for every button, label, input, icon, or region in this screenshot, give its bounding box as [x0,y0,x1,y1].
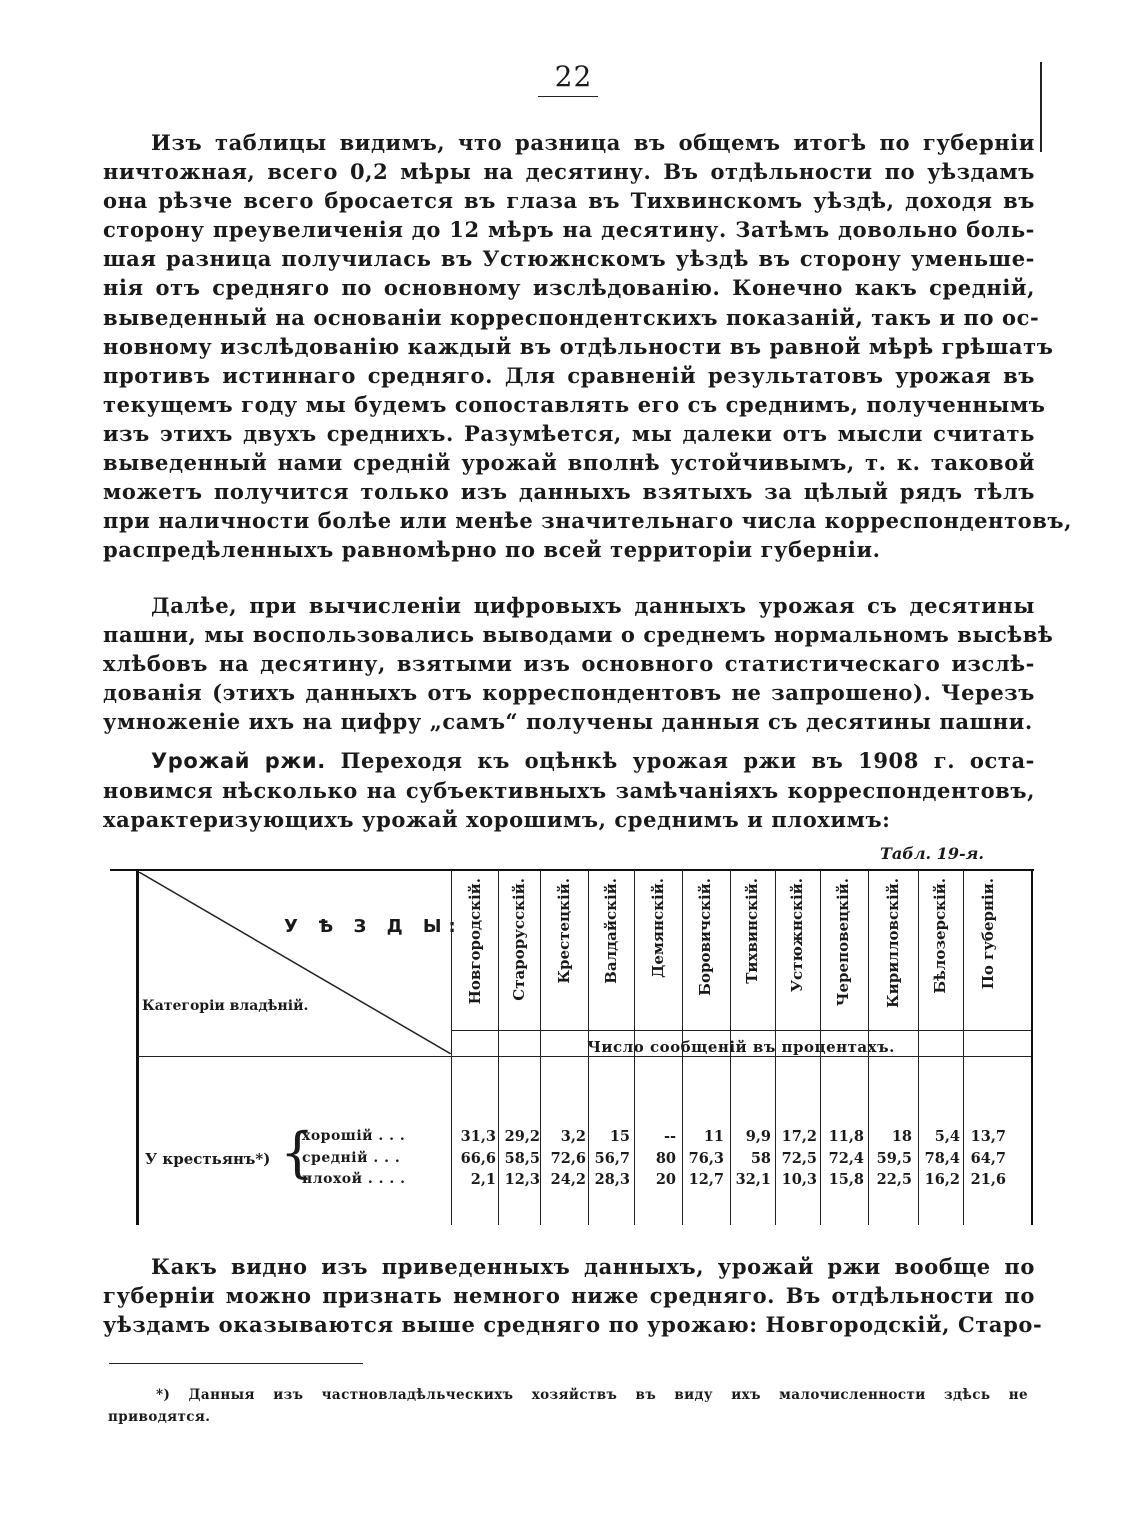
table-cell: 15,8 [828,1171,864,1188]
table-cell: 22,5 [876,1171,912,1188]
table-cell: 66,6 [460,1150,496,1167]
text-line: шая разница получилась въ Устюжнскомъ уѣздѣ въ сторону уменьше- [103,246,1035,272]
paragraph-3 [103,746,1035,834]
table-cell: 29,2 [504,1128,540,1145]
text-line: хлѣбовъ на десятину, взятыми изъ основного статистическаго изслѣ- [103,651,1035,677]
table-header-rule [451,1030,1031,1031]
column-header: Тихвинскій. [743,878,761,984]
table-cell: 64,7 [970,1150,1006,1167]
column-header: Крестецкій. [555,878,573,984]
row-label: плохой . . . . [302,1171,406,1187]
text-line: сторону преувеличенія до 12 мѣръ на десятину. Затѣмъ довольно боль- [103,217,1035,243]
column-header: Новгородскій. [466,878,484,1005]
table-cell: 11 [703,1128,724,1145]
row-group-label: У крестьянъ*) [145,1150,271,1168]
text-line: новному изслѣдованію каждый въ отдѣльности въ равной мѣрѣ грѣшатъ [103,333,1054,359]
table-cell: 58,5 [504,1150,540,1167]
table-header-uezdy: У Ѣ З Д Ы: [284,916,463,937]
table-cell: 5,4 [934,1128,960,1145]
table-cell: 13,7 [970,1128,1006,1145]
table-cell: 78,4 [924,1150,960,1167]
table-cell: 32,1 [735,1171,771,1188]
footnote-line: *) Данныя изъ частновладѣльческихъ хозяйствъ въ виду ихъ малочисленности здѣсь не [156,1387,1028,1403]
table-cell: 28,3 [594,1171,630,1188]
table-caption-rule [137,1056,1031,1057]
text-line: характеризующихъ урожай хорошимъ, среднимъ и плохимъ: [103,807,891,833]
text-line: дованія (этихъ данныхъ отъ корреспондентовъ не запрошено). Черезъ [103,680,1035,706]
text-line: выведенный на основаніи корреспондентскихъ показаній, такъ и по ос- [103,304,1040,330]
table-cell: 18 [891,1128,912,1145]
text-line: нія отъ средняго по основному изслѣдованію. Конечно какъ средній, [103,275,1035,301]
column-header: Череповецкій. [834,878,852,1007]
text-line: уѣздамъ оказываются выше средняго по урожаю: Новгородскій, Старо- [103,1312,1043,1338]
table-cell: 10,3 [781,1171,817,1188]
table-label: Табл. 19-я. [880,844,984,863]
page-number: 22 [554,60,593,93]
column-header: Валдайскій. [602,878,620,984]
table-cell: 3,2 [560,1128,586,1145]
row-label: хорошій . . . [302,1128,406,1144]
row-brace: { [280,1121,315,1184]
table-cell: 72,5 [781,1150,817,1167]
column-header: Старорусскій. [510,878,528,1001]
text-line: Какъ видно изъ приведенныхъ данныхъ, урожай ржи вообще по [151,1254,1035,1279]
section-heading: Урожай ржи. [151,749,326,773]
row-label: средній . . . [302,1150,401,1166]
table-cell: 9,9 [745,1128,771,1145]
table-cell: 12,3 [504,1171,540,1188]
table-cell: 76,3 [688,1150,724,1167]
table-cell: 24,2 [550,1171,586,1188]
column-header: Кирилловскій. [884,878,902,1008]
text-line: можетъ получится только изъ данныхъ взятыхъ за цѣлый рядъ тѣлъ [103,479,1035,505]
table-cell: 31,3 [460,1128,496,1145]
text-line: изъ этихъ двухъ среднихъ. Разумѣется, мы далеки отъ мысли считать [103,420,1035,446]
column-header: Бѣлозерскій. [931,878,949,994]
text-line [103,746,1035,776]
text-line: противъ истиннаго средняго. Для сравненій результатовъ урожая въ [103,362,1035,388]
paragraph-1 [103,128,1073,564]
text-line: губерніи можно признать немного ниже средняго. Въ отдѣльности по [103,1283,1035,1309]
table-right-border [1031,870,1033,1225]
table-cell: 56,7 [594,1150,630,1167]
table-caption: Число сообщеній въ процентахъ. [587,1038,895,1056]
text-line: ничтожная, всего 0,2 мѣры на десятину. Въ отдѣльности по уѣздамъ [103,159,1035,185]
text-line: выведенный нами средній урожай вполнѣ устойчивымъ, т. к. таковой [103,450,1035,476]
table-cell: 20 [655,1171,676,1188]
table-cell: 16,2 [924,1171,960,1188]
table-cell: 59,5 [876,1150,912,1167]
text-line: пашни, мы воспользовались выводами о среднемъ нормальномъ высѣвѣ [103,622,1054,648]
paragraph-2 [103,591,1054,736]
table-cell: 11,8 [828,1128,864,1145]
text-line: Далѣе, при вычисленіи цифровыхъ данныхъ урожая съ десятины [151,593,1035,618]
table-cell: 2,1 [470,1171,496,1188]
table-cell: 58 [750,1150,771,1167]
text-line: текущемъ году мы будемъ сопоставлять его съ среднимъ, полученнымъ [103,391,1046,417]
table-cell: 12,7 [688,1171,724,1188]
text-line: новимся нѣсколько на субъективныхъ замѣчаніяхъ корреспондентовъ, [103,778,1035,804]
footnote-rule [109,1363,363,1364]
text-line: умноженіе ихъ на цифру „самъ“ получены данныя съ десятины пашни. [103,709,1033,735]
table-cell: 72,6 [550,1150,586,1167]
text-line: при наличности болѣе или менѣе значительнаго числа корреспондентовъ, [103,508,1073,534]
text-fragment: Переходя къ оцѣнкѣ урожая ржи въ 1908 г. оста- [340,748,1035,773]
footnote-line: приводятся. [108,1409,211,1425]
table-header-categories: Категоріи владѣній. [142,998,309,1014]
table-cell: 80 [655,1150,676,1167]
table-cell: 17,2 [781,1128,817,1145]
column-header: По губерніи. [979,878,997,990]
table-cell: -- [663,1128,676,1145]
binding-mark [1040,62,1042,152]
table-diagonal-line [139,872,451,1054]
table-cell: 21,6 [970,1171,1006,1188]
page-number-rule [538,96,598,97]
footnote [108,1384,1028,1428]
column-header: Боровичскій. [696,878,714,996]
text-line: распредѣленныхъ равномѣрно по всей территоріи губерніи. [103,537,881,563]
column-header: Устюжнскій. [788,878,806,993]
text-line: Изъ таблицы видимъ, что разница въ общемъ итогѣ по губерніи [151,130,1035,155]
text-line: она рѣзче всего бросается въ глаза въ Тихвинскомъ уѣздѣ, доходя въ [103,188,1035,214]
paragraph-4 [103,1252,1043,1339]
table-cell: 72,4 [828,1150,864,1167]
table-top-rule [110,869,1034,871]
table-cell: 15 [609,1128,630,1145]
column-header: Демянскій. [649,878,667,978]
